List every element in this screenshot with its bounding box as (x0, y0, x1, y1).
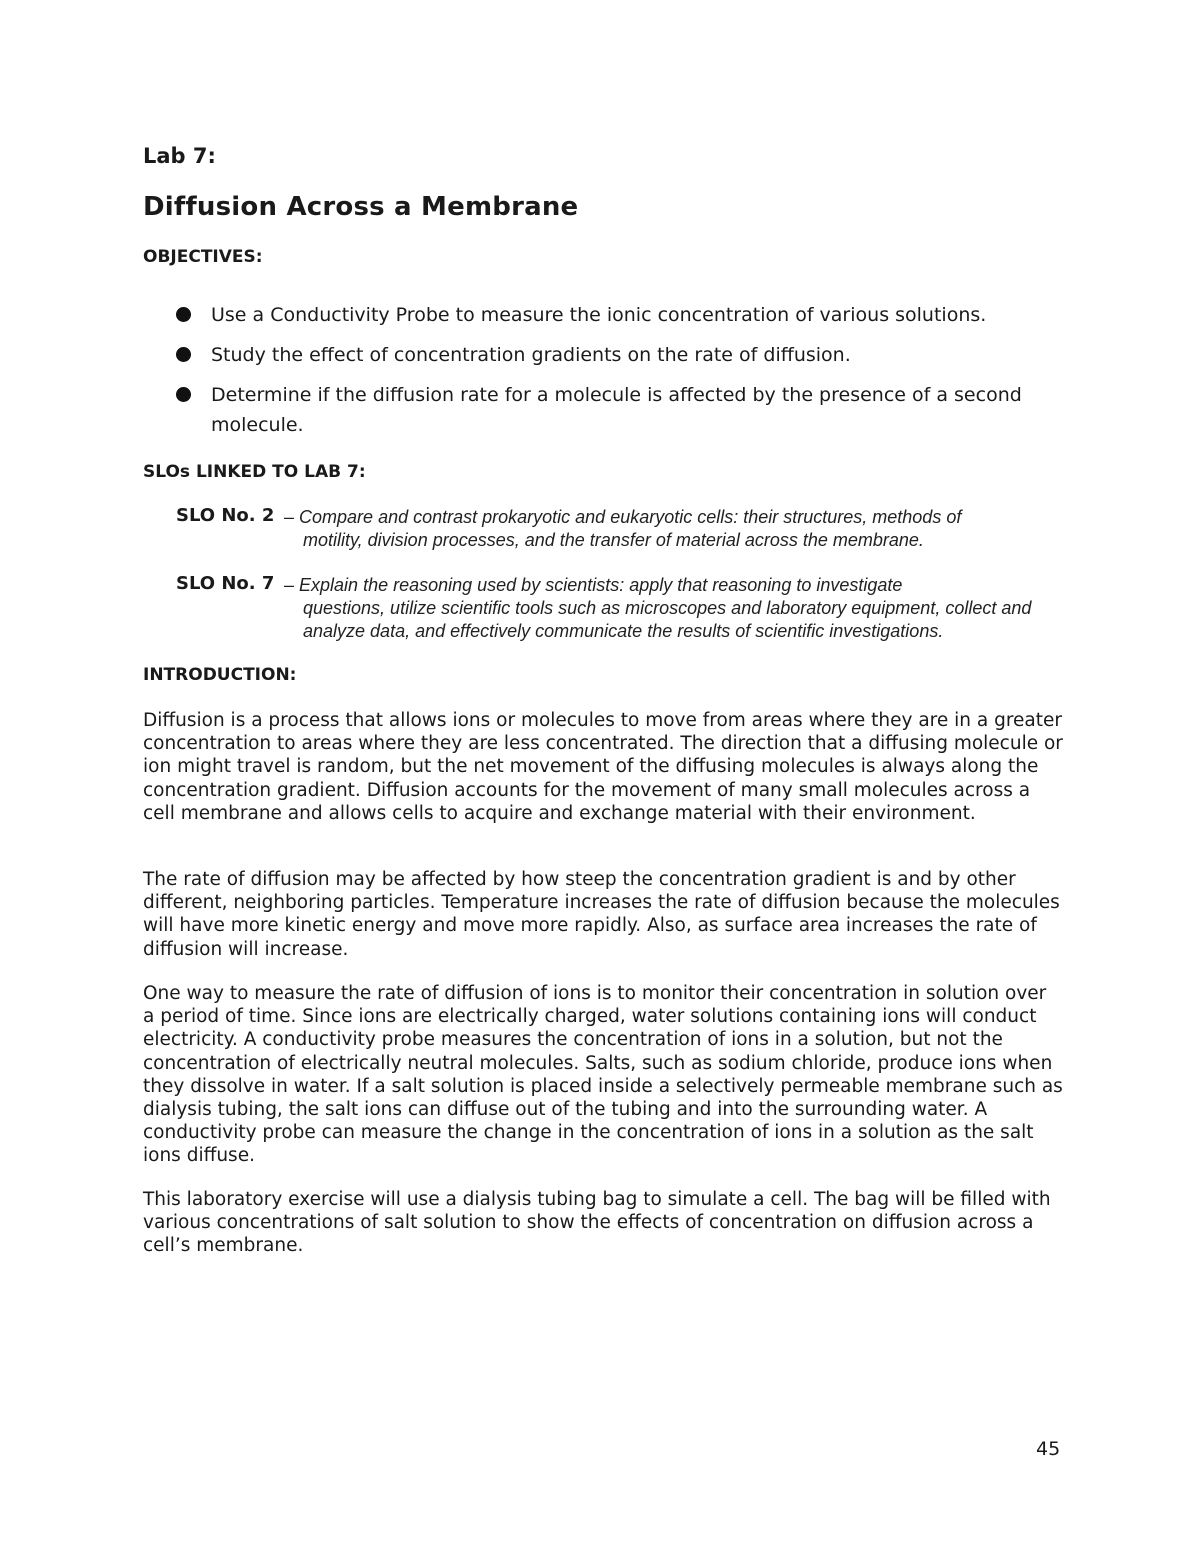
objective-text: Use a Conductivity Probe to measure the ionic concentration of various solutions. (211, 304, 987, 326)
bullet-icon (176, 387, 191, 402)
intro-paragraph: The rate of diffusion may be affected by how steep the concentration gradient is and by other different, neighboring particles. Temperature increases the rate of diffusion because the molecules will have more kinetic energy and move more rapidly. Also, as surface area increases the rate of diffusion will increase. (143, 869, 1060, 960)
slo-description-first-line: Explain the reasoning used by scientists: apply that reasoning to investigate (299, 575, 903, 595)
objectives-heading: OBJECTIVES: (143, 247, 263, 267)
intro-paragraph: One way to measure the rate of diffusion of ions is to monitor their concentration in solution over a period of time. Since ions are electrically charged, water solutions containing ions will conduct electricity. A conductivity probe measures the concentration of ions in a solution, but not the concentration of electrically neutral molecules. Salts, such as sodium chloride, produce ions when they dissolve in water. If a salt solution is placed inside a selectively permeable membrane such as dialysis tubing, the salt ions can diffuse out of the tubing and into the surrounding water. A conductivity probe can measure the change in the concentration of ions in a solution as the salt ions diffuse. (143, 983, 1063, 1167)
slo-label: SLO No. 7 (176, 573, 275, 594)
slo-description-first-line: Compare and contrast prokaryotic and eukaryotic cells: their structures, methods of (299, 507, 962, 527)
slo-dash: – (284, 507, 295, 527)
objective-text: Study the effect of concentration gradients on the rate of diffusion. (211, 344, 851, 366)
lab-number: Lab 7: (143, 144, 216, 168)
slo-dash: – (284, 575, 295, 595)
objective-text: Determine if the diffusion rate for a molecule is affected by the presence of a second molecule. (211, 384, 1022, 436)
slo-label: SLO No. 2 (176, 505, 275, 526)
objectives-list (176, 300, 1076, 450)
bullet-icon (176, 347, 191, 362)
slos-heading: SLOs LINKED TO LAB 7: (143, 462, 366, 482)
slo-description-rest: motility, division processes, and the transfer of material across the membrane. (303, 530, 924, 550)
intro-paragraph: Diffusion is a process that allows ions or molecules to move from areas where they are in a greater concentration to areas where they are less concentrated. The direction that a diffusing molecule or ion might travel is random, but the net movement of the diffusing molecules is always along the concentration gradient. Diffusion accounts for the movement of many small molecules across a cell membrane and allows cells to acquire and exchange material with their environment. (143, 710, 1063, 824)
page-number: 45 (1036, 1438, 1061, 1460)
intro-paragraph: This laboratory exercise will use a dialysis tubing bag to simulate a cell. The bag will be filled with various concentrations of salt solution to show the effects of concentration on diffusion across a cell’s membrane. (143, 1189, 1051, 1257)
objective-item (176, 300, 1076, 330)
lab-title: Diffusion Across a Membrane (143, 192, 579, 222)
bullet-icon (176, 307, 191, 322)
slo-description-rest: questions, utilize scientific tools such as microscopes and laboratory equipment, collect and analyze data, and effectively communicate the results of scientific investigations. (303, 598, 1032, 641)
introduction-heading: INTRODUCTION: (143, 665, 297, 685)
objective-item (176, 380, 1076, 440)
objective-item (176, 340, 1076, 370)
